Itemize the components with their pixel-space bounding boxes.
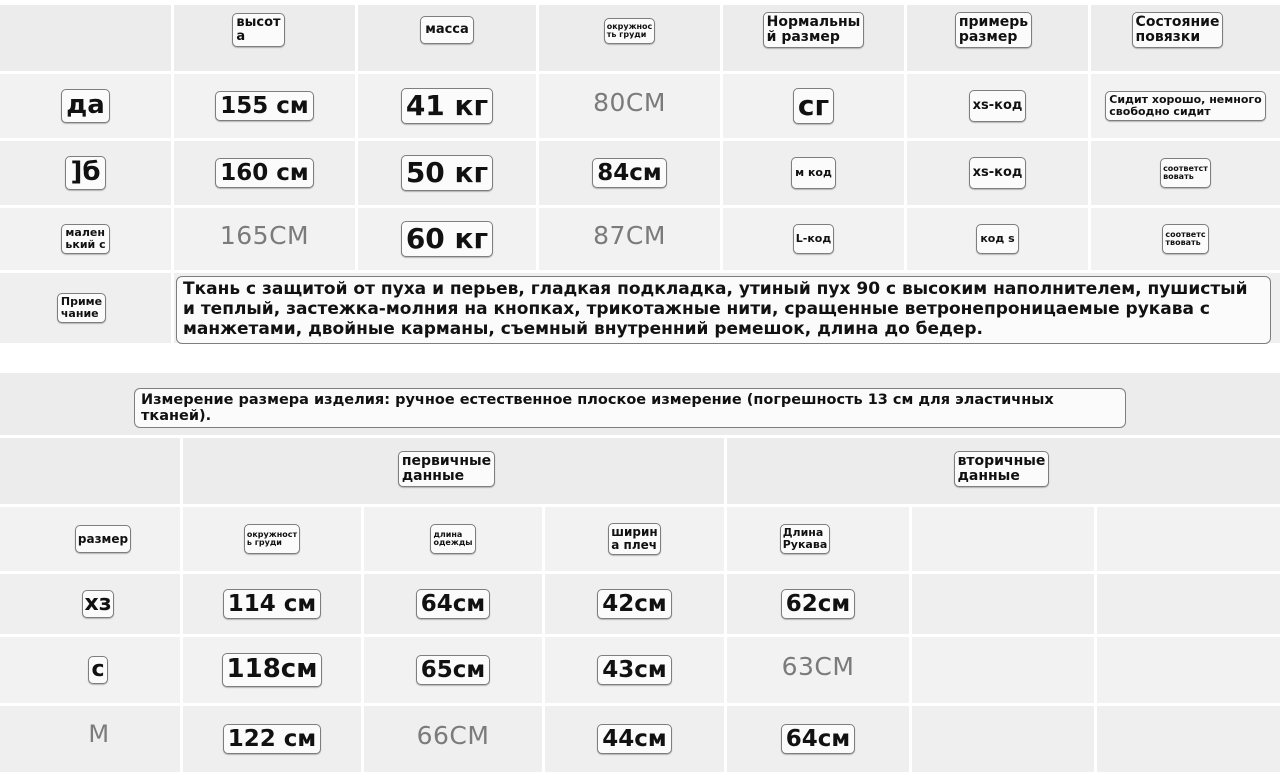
row-xs-size: хз bbox=[82, 590, 115, 617]
header2-chest-label: окружност ь груди bbox=[244, 524, 300, 555]
table1-row3-state bbox=[1091, 208, 1280, 270]
table2-row3-chest bbox=[183, 706, 361, 772]
header-height-label: высот а bbox=[232, 13, 284, 46]
table1-corner-cell bbox=[0, 5, 171, 71]
row-s-sleeve: 63СМ bbox=[781, 651, 855, 681]
table1-row1-chest bbox=[539, 74, 720, 138]
table1-row2-chest bbox=[539, 141, 720, 205]
table2-row1-shoulder bbox=[545, 574, 724, 634]
row-s-length: 65см bbox=[416, 655, 490, 685]
row1-normal-size-value: сг bbox=[793, 88, 834, 123]
row-m-size: М bbox=[88, 720, 110, 748]
header2-sleeve-label: Длина Рукава bbox=[780, 524, 831, 553]
table2-header-length bbox=[364, 507, 542, 571]
table2-row1-empty-2 bbox=[1097, 574, 1280, 634]
row-xs-length: 64см bbox=[416, 589, 490, 619]
row-xs-chest: 114 см bbox=[223, 589, 321, 619]
row3-weight-value: 60 кг bbox=[401, 221, 493, 256]
table1-row2-label bbox=[0, 141, 171, 205]
table1-row2-height bbox=[174, 141, 355, 205]
note-text: Ткань с защитой от пуха и перьев, гладкая подкладка, утиный пух 90 с высоким наполнителем, пушистый и теплый, застежка-молния на кнопках, трикотажные нити, сращенные ветронепроницаемые рукава с манжетами, двойные карманы, съемный внутренний ремешок, длина до бедер. bbox=[176, 276, 1271, 344]
table2-header-sleeve bbox=[727, 507, 909, 571]
group-secondary-label: вторичные данные bbox=[954, 451, 1050, 486]
measurement-note-text: Измерение размера изделия: ручное естественное плоское измерение (погрешность 13 см для эластичных тканей). bbox=[134, 388, 1126, 428]
table1-row2-normal-size bbox=[723, 141, 904, 205]
table1-header-chest bbox=[539, 5, 720, 71]
table2-row2-sleeve bbox=[727, 637, 909, 703]
table2-row1-chest bbox=[183, 574, 361, 634]
header2-shoulder-label: ширин а плеч bbox=[608, 523, 660, 554]
table2-row1-empty-1 bbox=[912, 574, 1094, 634]
table1-header-normal-size bbox=[723, 5, 904, 71]
table2-row3-size bbox=[0, 706, 180, 772]
row1-weight-value: 41 кг bbox=[401, 88, 493, 123]
row2-normal-size-value: м код bbox=[791, 157, 836, 189]
row1-height-value: 155 см bbox=[215, 91, 313, 121]
table1-row1-height bbox=[174, 74, 355, 138]
table1-header-fitting-size bbox=[907, 5, 1088, 71]
row-m-length: 66СМ bbox=[416, 720, 490, 750]
row1-chest-value: 80СМ bbox=[593, 87, 666, 117]
row-xs-sleeve: 62см bbox=[781, 589, 855, 619]
table2-header-size bbox=[0, 507, 180, 571]
table1-row2-state bbox=[1091, 141, 1280, 205]
row-xs-shoulder: 42см bbox=[597, 589, 671, 619]
row2-label: ]б bbox=[65, 156, 105, 189]
table1-row3-weight bbox=[358, 208, 536, 270]
row1-fitting-size-value: xs-код bbox=[969, 90, 1027, 122]
row-m-sleeve: 64см bbox=[781, 724, 855, 754]
row3-label: мален ький с bbox=[61, 224, 109, 253]
table2-row1-sleeve bbox=[727, 574, 909, 634]
note-label: Приме чание bbox=[57, 293, 106, 322]
header2-length-label: длина одежды bbox=[430, 524, 475, 555]
table2-row2-length bbox=[364, 637, 542, 703]
row3-fitting-size-value: код s bbox=[976, 224, 1018, 254]
table2-header-empty-2 bbox=[1097, 507, 1280, 571]
table1-row3-label bbox=[0, 208, 171, 270]
table1-row1-state bbox=[1091, 74, 1280, 138]
row1-label: да bbox=[61, 89, 110, 122]
table2-row2-shoulder bbox=[545, 637, 724, 703]
table2-header-shoulder bbox=[545, 507, 724, 571]
row2-fitting-size-value: xs-код bbox=[969, 157, 1027, 189]
table1-row2-weight bbox=[358, 141, 536, 205]
table2-row1-size bbox=[0, 574, 180, 634]
row-m-shoulder: 44см bbox=[597, 724, 671, 754]
table2-row3-empty-2 bbox=[1097, 706, 1280, 772]
table1-row1-label bbox=[0, 74, 171, 138]
header-normal-size-label: Нормальны й размер bbox=[763, 12, 865, 47]
row-s-size: с bbox=[88, 656, 107, 683]
table1-header-height bbox=[174, 5, 355, 71]
table1-row3-chest bbox=[539, 208, 720, 270]
header-chest-label: окружнос ть груди bbox=[604, 18, 656, 45]
table2-row2-empty-2 bbox=[1097, 637, 1280, 703]
row2-state-value: соответст вовать bbox=[1160, 158, 1211, 189]
table2-row3-empty-1 bbox=[912, 706, 1094, 772]
table2-row2-empty-1 bbox=[912, 637, 1094, 703]
table2-group-secondary bbox=[727, 438, 1280, 504]
table1-row1-weight bbox=[358, 74, 536, 138]
table1-row2-fitting-size bbox=[907, 141, 1088, 205]
row3-chest-value: 87СМ bbox=[593, 220, 666, 250]
table2-row1-length bbox=[364, 574, 542, 634]
row3-state-value: соответс твовать bbox=[1162, 224, 1208, 255]
table1-row3-height bbox=[174, 208, 355, 270]
row-m-chest: 122 см bbox=[223, 724, 321, 754]
table1-row3-fitting-size bbox=[907, 208, 1088, 270]
header-weight-label: масса bbox=[420, 16, 474, 44]
table1-note-label-cell bbox=[0, 273, 171, 343]
table2-row3-length bbox=[364, 706, 542, 772]
table2-row3-shoulder bbox=[545, 706, 724, 772]
table1-row3-normal-size bbox=[723, 208, 904, 270]
table2-row3-sleeve bbox=[727, 706, 909, 772]
table1-row1-normal-size bbox=[723, 74, 904, 138]
table1-header-weight bbox=[358, 5, 536, 71]
table2-header-empty-1 bbox=[912, 507, 1094, 571]
row3-height-value: 165СМ bbox=[219, 220, 310, 250]
table2-group-primary bbox=[183, 438, 724, 504]
row-s-shoulder: 43см bbox=[597, 655, 671, 685]
table1-header-state bbox=[1091, 5, 1280, 71]
table2-header-chest bbox=[183, 507, 361, 571]
header-size-label: размер bbox=[75, 525, 131, 554]
row2-chest-value: 84см bbox=[592, 158, 666, 188]
table2-row2-size bbox=[0, 637, 180, 703]
table2-corner-cell bbox=[0, 438, 180, 504]
table1-row1-fitting-size bbox=[907, 74, 1088, 138]
table2-row2-chest bbox=[183, 637, 361, 703]
header-state-label: Состояние повязки bbox=[1132, 12, 1224, 47]
group-primary-label: первичные данные bbox=[398, 451, 495, 486]
row2-weight-value: 50 кг bbox=[401, 155, 493, 190]
header-fitting-size-label: примерь размер bbox=[955, 12, 1032, 47]
row-s-chest: 118см bbox=[222, 653, 323, 686]
row3-normal-size-value: L-код bbox=[793, 224, 834, 254]
row2-height-value: 160 см bbox=[215, 158, 313, 188]
row1-state-value: Сидит хорошо, немного свободно сидит bbox=[1105, 91, 1265, 120]
